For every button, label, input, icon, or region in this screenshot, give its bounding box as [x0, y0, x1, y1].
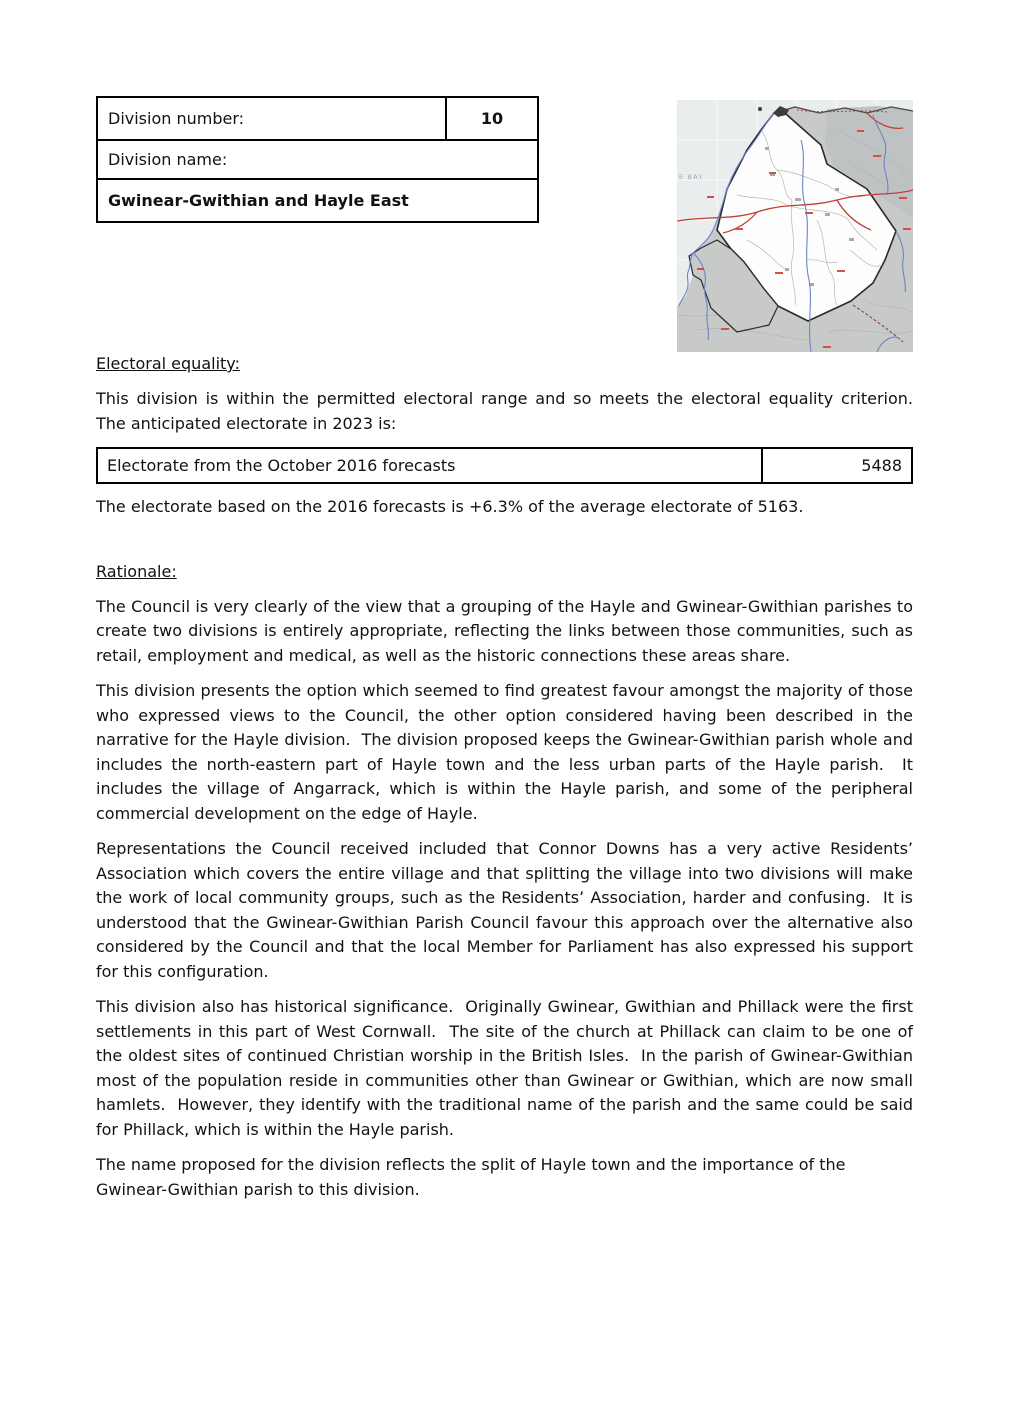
top-row: [96, 96, 913, 352]
electorate-table: [96, 447, 913, 484]
division-map-image: [677, 100, 913, 352]
electoral-equality-heading: Electoral equality:: [96, 354, 240, 373]
electorate-label: Electorate from the October 2016 forecasts: [97, 448, 762, 483]
division-info-table: [96, 96, 539, 223]
table-row: [97, 140, 538, 179]
rationale-paragraph: This division presents the option which seemed to find greatest favour amongst the majority of those who expressed views to the Council, the other option considered having been described in the narrative for the Hayle division. The division proposed keeps the Gwinear-Gwithian parish whole and includes the north-eastern part of Hayle town and the less urban parts of the Hayle parish. It includes the village of Angarrack, which is within the Hayle parish, and some of the peripheral commercial development on the edge of Hayle.: [96, 681, 919, 823]
bay-label: E BAY: [679, 174, 704, 181]
rationale-paragraph: The name proposed for the division reflects the split of Hayle town and the importance of the Gwinear-Gwithian parish to this division.: [96, 1155, 851, 1199]
division-map: [677, 100, 913, 352]
table-row: [97, 179, 538, 222]
division-number-value: 10: [446, 97, 538, 140]
table-row: [97, 97, 538, 140]
table-row: [97, 448, 912, 483]
rationale-paragraph: Representations the Council received included that Connor Downs has a very active Residents’ Association which covers the entire village and that splitting the village into two divisions will make the work of local community groups, such as the Residents’ Association, harder and confusing. It is understood that the Gwinear-Gwithian Parish Council favour this approach over the alternative also considered by the Council and that the local Member for Parliament has also expressed his support for this configuration.: [96, 839, 919, 981]
rationale-paragraph: The Council is very clearly of the view that a grouping of the Hayle and Gwinear-Gwithian parishes to create two divisions is entirely appropriate, reflecting the links between those communities, such as retail, employment and medical, as well as the historic connections these areas share.: [96, 596, 919, 665]
division-number-label: Division number:: [97, 97, 446, 140]
rationale-heading: Rationale:: [96, 561, 177, 581]
rationale-paragraph: This division also has historical significance. Originally Gwinear, Gwithian and Phillack were the first settlements in this part of West Cornwall. The site of the church at Phillack can claim to be one of the oldest sites of continued Christian worship in the British Isles. In the parish of Gwinear-Gwithian most of the population reside in communities other than Gwinear or Gwithian, which are now small hamlets. However, they identify with the traditional name of the parish and the same could be said for Phillack, which is within the Hayle parish.: [96, 997, 919, 1139]
page-content: [96, 0, 924, 1202]
division-name-label: Division name:: [97, 140, 538, 179]
electorate-note: The electorate based on the 2016 forecasts is +6.3% of the average electorate of 5163.: [96, 497, 804, 516]
electorate-value: 5488: [762, 448, 912, 483]
electoral-equality-intro: This division is within the permitted electoral range and so meets the electoral equality criterion. The anticipated electorate in 2023 is:: [96, 389, 924, 433]
division-name-value: Gwinear-Gwithian and Hayle East: [97, 179, 538, 222]
